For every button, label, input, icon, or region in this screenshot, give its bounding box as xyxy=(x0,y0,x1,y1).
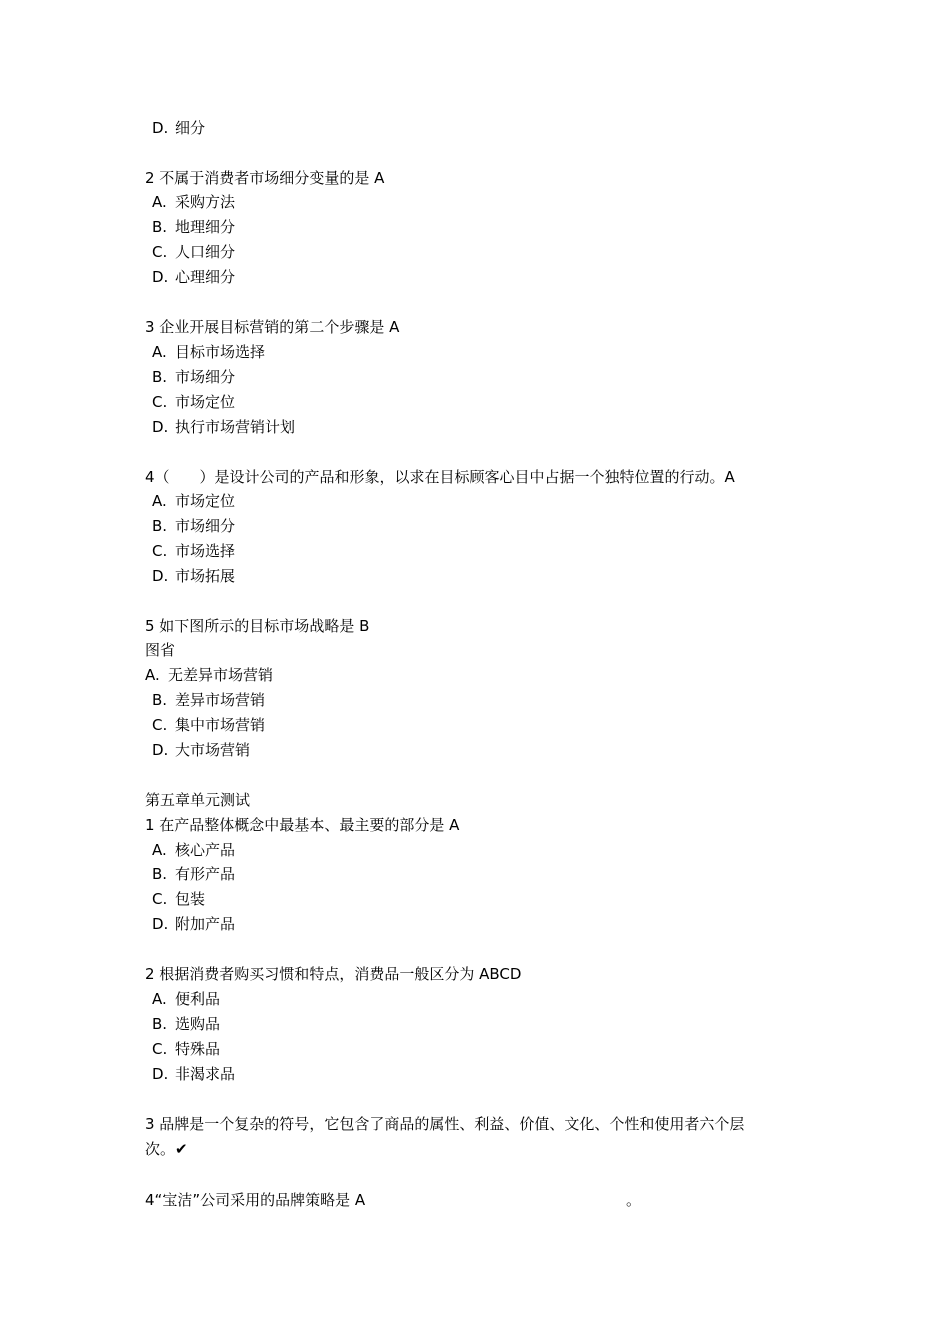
option-b: B. 市场细分 xyxy=(152,517,236,535)
question-3-line-1: 3 品牌是一个复杂的符号，它包含了商品的属性、利益、价值、文化、个性和使用者六个层 xyxy=(145,1115,745,1133)
option-a: A. 无差异市场营销 xyxy=(145,666,274,684)
option-c: C. 包装 xyxy=(152,890,206,908)
option-b: B. 地理细分 xyxy=(152,218,236,236)
chapter-heading: 第五章单元测试 xyxy=(145,791,251,809)
checkmark-icon: ✔ xyxy=(175,1140,188,1158)
question-1: 1 在产品整体概念中最基本、最主要的部分是 A xyxy=(145,816,460,834)
option-a: A. 市场定位 xyxy=(152,492,236,510)
question-5: 5 如下图所示的目标市场战略是 B xyxy=(145,617,370,635)
option-d: D. 市场拓展 xyxy=(152,567,236,585)
option-b: B. 选购品 xyxy=(152,1015,221,1033)
question-4: 4（ ）是设计公司的产品和形象，以求在目标顾客心目中占据一个独特位置的行动。A xyxy=(145,468,735,486)
option-a: A. 核心产品 xyxy=(152,841,236,859)
option-c: C. 人口细分 xyxy=(152,243,236,261)
option-b: B. 差异市场营销 xyxy=(152,691,266,709)
option-b: B. 有形产品 xyxy=(152,865,236,883)
option-b: B. 市场细分 xyxy=(152,368,236,386)
option-d: D. 心理细分 xyxy=(152,268,236,286)
option-c: C. 特殊品 xyxy=(152,1040,221,1058)
option-d: D. 附加产品 xyxy=(152,915,236,933)
option-a: A. 目标市场选择 xyxy=(152,343,266,361)
trailing-period: 。 xyxy=(626,1191,642,1209)
option-c: C. 市场选择 xyxy=(152,542,236,560)
question-4: 4“宝洁”公司采用的品牌策略是 A xyxy=(145,1191,366,1209)
question-3-line-2: 次。✔ xyxy=(145,1140,188,1158)
option-a: A. 便利品 xyxy=(152,990,221,1008)
option-c: C. 集中市场营销 xyxy=(152,716,266,734)
question-3: 3 企业开展目标营销的第二个步骤是 A xyxy=(145,318,400,336)
option-d: D. 细分 xyxy=(152,119,206,137)
option-c: C. 市场定位 xyxy=(152,393,236,411)
option-d: D. 执行市场营销计划 xyxy=(152,418,296,436)
option-d: D. 大市场营销 xyxy=(152,741,251,759)
option-d: D. 非渴求品 xyxy=(152,1065,236,1083)
question-2: 2 不属于消费者市场细分变量的是 A xyxy=(145,169,385,187)
option-a: A. 采购方法 xyxy=(152,193,236,211)
figure-omitted-note: 图省 xyxy=(145,641,176,659)
question-2: 2 根据消费者购买习惯和特点，消费品一般区分为 ABCD xyxy=(145,965,522,983)
